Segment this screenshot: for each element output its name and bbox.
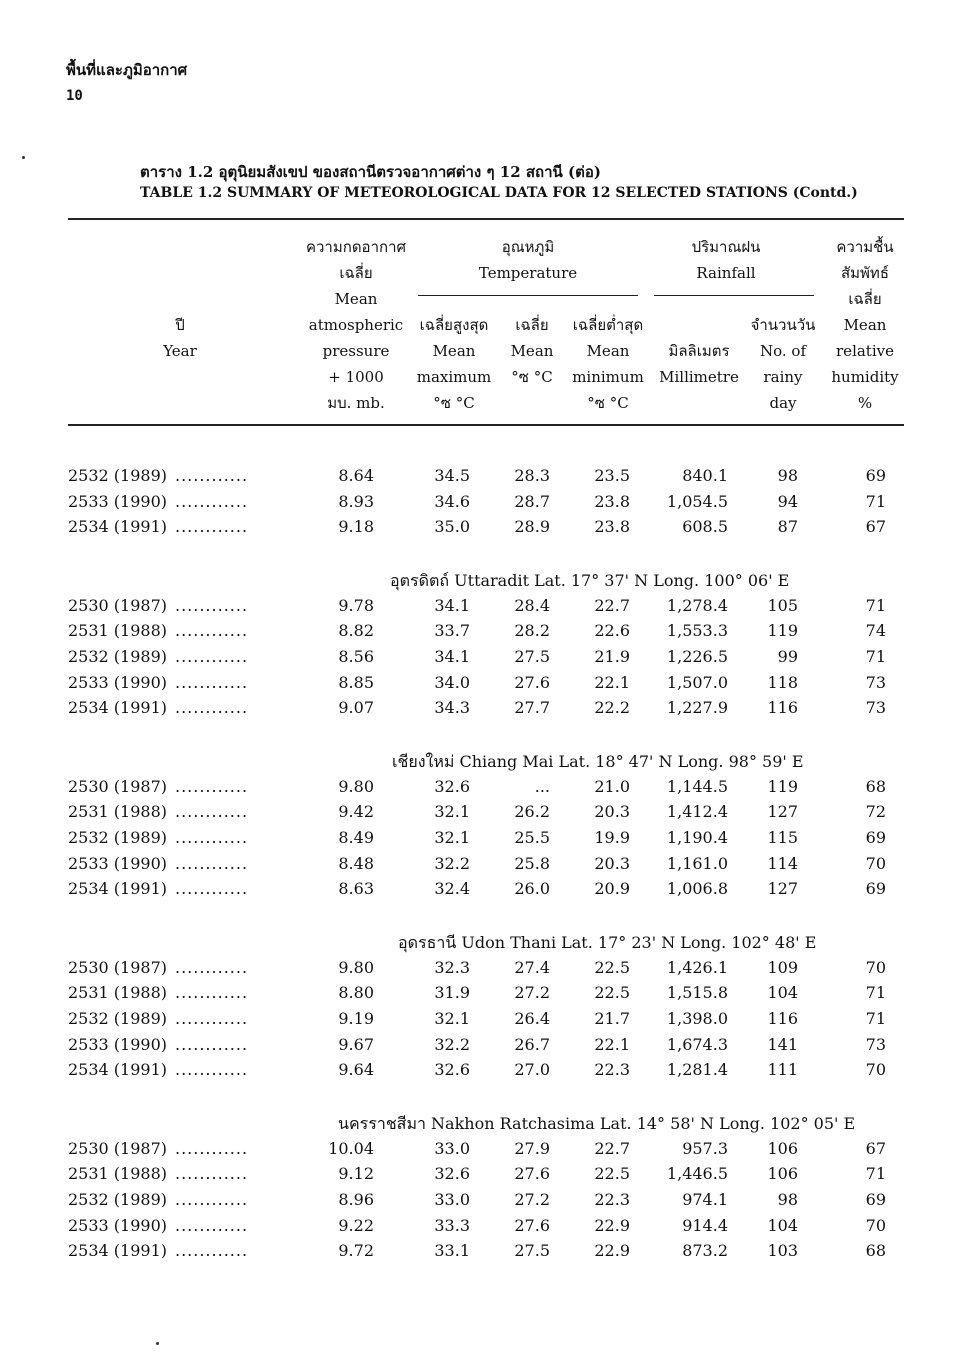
header-pressure-line: atmospheric — [308, 316, 404, 334]
header-millimetre — [648, 338, 750, 390]
leader-dots: ............ — [175, 1164, 249, 1184]
cell-year: 2534 (1991) — [68, 698, 168, 718]
cell-mn: 27.5 — [514, 1241, 550, 1261]
table-row — [0, 983, 966, 1009]
leader-dots: ............ — [175, 1215, 249, 1235]
table-row — [0, 1241, 966, 1267]
scan-speck — [22, 156, 25, 159]
cell-mi: 23.5 — [594, 466, 630, 485]
cell-p: 8.80 — [338, 983, 374, 1003]
cell-rf: 1,412.4 — [666, 802, 728, 822]
cell-p: 10.04 — [328, 1138, 374, 1158]
cell-mx: 32.2 — [434, 853, 470, 873]
cell-mi: 20.3 — [594, 802, 630, 822]
header-mean-temp-line: เฉลี่ย — [515, 316, 549, 334]
cell-hu: 70 — [865, 957, 886, 977]
cell-p: 9.78 — [338, 595, 374, 615]
cell-hu: 70 — [865, 853, 886, 873]
header-mean-min — [566, 312, 650, 416]
cell-rd: 87 — [777, 517, 798, 537]
page-number: 10 — [66, 88, 83, 104]
header-rainy-days-line: day — [769, 394, 797, 412]
cell-mi: 22.5 — [594, 1164, 630, 1184]
table-row — [0, 828, 966, 854]
cell-year: 2533 (1990) — [68, 672, 168, 692]
table-title-thai: ตาราง 1.2 อุตุนิยมสังเขป ของสถานีตรวจอากาศต่าง ๆ 12 สถานี (ต่อ) — [140, 163, 601, 181]
cell-hu: 73 — [865, 1034, 886, 1054]
section-header: พื้นที่และภูมิอากาศ — [66, 61, 188, 79]
header-humidity-line: Mean — [843, 316, 887, 334]
cell-rf: 914.4 — [682, 1215, 728, 1235]
leader-dots: ............ — [175, 957, 249, 977]
header-temperature — [430, 234, 626, 286]
header-mean-min-line: Mean — [586, 342, 630, 360]
cell-year: 2532 (1989) — [68, 1009, 168, 1028]
cell-rf: 1,426.1 — [666, 957, 728, 977]
table-row — [0, 698, 966, 724]
cell-rf: 1,507.0 — [666, 672, 728, 692]
table-title-english: TABLE 1.2 SUMMARY OF METEOROLOGICAL DATA FOR 12 SELECTED STATIONS (Contd.) — [140, 185, 858, 201]
cell-mn: 26.7 — [514, 1034, 550, 1054]
cell-mi: 19.9 — [594, 828, 630, 847]
cell-p: 9.07 — [338, 698, 374, 718]
header-rainy-days-line: จำนวนวัน — [750, 316, 816, 334]
table-row — [0, 1035, 966, 1061]
table-row — [0, 492, 966, 518]
cell-hu: 73 — [865, 672, 886, 692]
cell-year: 2533 (1990) — [68, 1215, 168, 1235]
leader-dots: ............ — [175, 879, 249, 899]
table-row — [0, 673, 966, 699]
cell-rd: 119 — [767, 621, 798, 641]
header-rainy-days-line: No. of — [759, 342, 806, 360]
cell-mn: 28.7 — [514, 491, 550, 511]
station-heading: เชียงใหม่ Chiang Mai Lat. 18° 47' N Long. 98° 59' E — [392, 751, 804, 771]
cell-mn: 26.0 — [514, 879, 550, 899]
leader-dots: ............ — [175, 1060, 249, 1080]
cell-mi: 22.9 — [594, 1215, 630, 1235]
leader-dots: ............ — [175, 517, 249, 537]
cell-hu: 71 — [865, 983, 886, 1003]
cell-mx: 35.0 — [434, 517, 470, 537]
cell-mn: 27.6 — [514, 672, 550, 692]
cell-p: 9.19 — [338, 1009, 374, 1028]
rainfall-subrule — [654, 295, 814, 296]
header-humidity-line: สัมพัทธ์ — [841, 264, 889, 282]
cell-year: 2534 (1991) — [68, 879, 168, 899]
cell-hu: 73 — [865, 698, 886, 718]
cell-year: 2532 (1989) — [68, 647, 168, 666]
cell-mn: 27.0 — [514, 1060, 550, 1080]
cell-rf: 608.5 — [682, 517, 728, 537]
cell-mx: 32.6 — [434, 1060, 470, 1080]
header-pressure-line: มบ. mb. — [327, 394, 385, 412]
cell-mn: 27.7 — [514, 698, 550, 718]
cell-p: 8.85 — [338, 672, 374, 692]
header-rainy-days — [746, 312, 820, 416]
cell-mn: 27.6 — [514, 1215, 550, 1235]
cell-mx: 32.1 — [434, 802, 470, 822]
table-row — [0, 879, 966, 905]
cell-mx: 32.1 — [434, 828, 470, 847]
cell-mi: 22.7 — [594, 1138, 630, 1158]
table-row — [0, 1139, 966, 1165]
cell-rd: 106 — [767, 1138, 798, 1158]
cell-mn: 27.9 — [514, 1138, 550, 1158]
cell-rd: 127 — [767, 802, 798, 822]
cell-hu: 72 — [865, 802, 886, 822]
cell-hu: 67 — [865, 1138, 886, 1158]
cell-p: 9.64 — [338, 1060, 374, 1080]
header-mean-temp-line: Mean — [510, 342, 554, 360]
cell-mn: 27.2 — [514, 983, 550, 1003]
cell-rd: 111 — [767, 1060, 798, 1080]
cell-p: 8.82 — [338, 621, 374, 641]
leader-dots: ............ — [175, 1190, 249, 1209]
cell-year: 2530 (1987) — [68, 957, 168, 977]
cell-p: 8.49 — [338, 828, 374, 847]
cell-rd: 116 — [767, 1009, 798, 1028]
cell-mi: 20.3 — [594, 853, 630, 873]
table-row — [0, 854, 966, 880]
leader-dots: ............ — [175, 698, 249, 718]
cell-mx: 33.1 — [434, 1241, 470, 1261]
cell-mn: 28.9 — [514, 517, 550, 537]
cell-rf: 1,144.5 — [666, 776, 728, 796]
cell-mx: 34.1 — [434, 647, 470, 666]
cell-hu: 68 — [865, 776, 886, 796]
cell-rf: 974.1 — [682, 1190, 728, 1209]
table-row — [0, 1009, 966, 1035]
temperature-subrule — [418, 295, 638, 296]
cell-year: 2531 (1988) — [68, 621, 168, 641]
cell-rf: 1,054.5 — [666, 491, 728, 511]
cell-rf: 1,398.0 — [666, 1009, 728, 1028]
cell-mx: 32.1 — [434, 1009, 470, 1028]
header-mean-temp — [504, 312, 560, 390]
table-row — [0, 958, 966, 984]
cell-rd: 104 — [767, 983, 798, 1003]
header-humidity-line: humidity — [831, 368, 899, 386]
cell-rf: 1,281.4 — [666, 1060, 728, 1080]
header-humidity-line: % — [857, 394, 873, 412]
cell-hu: 71 — [865, 1164, 886, 1184]
leader-dots: ............ — [175, 853, 249, 873]
cell-p: 9.72 — [338, 1241, 374, 1261]
header-pressure-line: Mean — [334, 290, 378, 308]
cell-mn: 27.4 — [514, 957, 550, 977]
header-temperature-line: อุณหภูมิ — [501, 238, 555, 256]
cell-rf: 1,227.9 — [666, 698, 728, 718]
table-row — [0, 621, 966, 647]
header-pressure — [298, 234, 414, 416]
header-pressure-line: pressure — [322, 342, 390, 360]
cell-mx: 34.0 — [434, 672, 470, 692]
leader-dots: ............ — [175, 983, 249, 1003]
station-heading: อุตรดิตถ์ Uttaradit Lat. 17° 37' N Long. 100° 06' E — [390, 570, 790, 590]
cell-mi: 22.7 — [594, 595, 630, 615]
cell-mn: 26.4 — [514, 1009, 550, 1028]
header-mean-max-line: maximum — [416, 368, 492, 386]
cell-rf: 1,674.3 — [666, 1034, 728, 1054]
cell-hu: 70 — [865, 1060, 886, 1080]
header-year — [130, 312, 230, 364]
header-humidity — [822, 234, 908, 416]
cell-year: 2534 (1991) — [68, 517, 168, 537]
cell-p: 9.80 — [338, 957, 374, 977]
cell-year: 2534 (1991) — [68, 1060, 168, 1080]
leader-dots: ............ — [175, 776, 249, 796]
cell-rd: 115 — [767, 828, 798, 847]
table-row — [0, 517, 966, 543]
table-row — [0, 647, 966, 673]
cell-mx: 32.2 — [434, 1034, 470, 1054]
cell-year: 2531 (1988) — [68, 802, 168, 822]
cell-mn: 27.2 — [514, 1190, 550, 1209]
table-row — [0, 596, 966, 622]
cell-mx: 34.5 — [434, 466, 470, 485]
header-rainfall-line: ปริมาณฝน — [691, 238, 761, 256]
header-humidity-line: ความชื้น — [836, 238, 894, 256]
cell-mi: 22.1 — [594, 1034, 630, 1054]
cell-rd: 98 — [777, 1190, 798, 1209]
header-mean-min-line: minimum — [572, 368, 644, 386]
header-bottom-rule — [68, 424, 904, 426]
header-mean-temp-line: °ซ °C — [511, 368, 553, 386]
leader-dots: ............ — [175, 1034, 249, 1054]
cell-mx: 33.3 — [434, 1215, 470, 1235]
cell-mn: 26.2 — [514, 802, 550, 822]
cell-rf: 1,515.8 — [666, 983, 728, 1003]
header-mean-max-line: Mean — [432, 342, 476, 360]
cell-rf: 1,553.3 — [666, 621, 728, 641]
cell-mx: 34.6 — [434, 491, 470, 511]
cell-hu: 69 — [865, 1190, 886, 1209]
leader-dots: ............ — [175, 672, 249, 692]
cell-mi: 22.1 — [594, 672, 630, 692]
cell-year: 2531 (1988) — [68, 983, 168, 1003]
cell-mi: 21.9 — [594, 647, 630, 666]
header-mean-min-line: °ซ °C — [587, 394, 629, 412]
header-rainy-days-line: rainy — [763, 368, 803, 386]
cell-rf: 1,161.0 — [666, 853, 728, 873]
cell-hu: 71 — [865, 491, 886, 511]
cell-rd: 98 — [777, 466, 798, 485]
table-row — [0, 777, 966, 803]
cell-mx: 32.3 — [434, 957, 470, 977]
cell-mi: 21.0 — [594, 776, 630, 796]
cell-p: 9.22 — [338, 1215, 374, 1235]
cell-mn: ... — [534, 776, 550, 796]
cell-hu: 74 — [865, 621, 886, 641]
cell-mx: 33.0 — [434, 1190, 470, 1209]
leader-dots: ............ — [175, 466, 249, 485]
header-millimetre-line: Millimetre — [659, 368, 739, 386]
cell-mx: 34.1 — [434, 595, 470, 615]
table-row — [0, 802, 966, 828]
header-mean-max-line: °ซ °C — [433, 394, 475, 412]
cell-rf: 873.2 — [682, 1241, 728, 1261]
cell-hu: 69 — [865, 828, 886, 847]
cell-mx: 32.6 — [434, 1164, 470, 1184]
header-pressure-line: เฉลี่ย — [339, 264, 373, 282]
cell-p: 9.67 — [338, 1034, 374, 1054]
cell-hu: 71 — [865, 1009, 886, 1028]
cell-year: 2533 (1990) — [68, 491, 168, 511]
leader-dots: ............ — [175, 828, 249, 847]
table-row — [0, 1190, 966, 1216]
cell-p: 9.12 — [338, 1164, 374, 1184]
cell-year: 2532 (1989) — [68, 466, 168, 485]
table-row — [0, 1164, 966, 1190]
cell-year: 2530 (1987) — [68, 595, 168, 615]
station-heading: อุดรธานี Udon Thani Lat. 17° 23' N Long. 102° 48' E — [398, 932, 817, 952]
cell-year: 2533 (1990) — [68, 1034, 168, 1054]
cell-hu: 69 — [865, 466, 886, 485]
leader-dots: ............ — [175, 1138, 249, 1158]
cell-mx: 32.6 — [434, 776, 470, 796]
table-row — [0, 1060, 966, 1086]
cell-mi: 22.9 — [594, 1241, 630, 1261]
cell-rd: 119 — [767, 776, 798, 796]
cell-hu: 67 — [865, 517, 886, 537]
cell-p: 9.18 — [338, 517, 374, 537]
header-millimetre-line: มิลลิเมตร — [668, 342, 730, 360]
cell-p: 9.80 — [338, 776, 374, 796]
cell-hu: 71 — [865, 647, 886, 666]
cell-rd: 104 — [767, 1215, 798, 1235]
cell-mn: 28.4 — [514, 595, 550, 615]
cell-p: 8.63 — [338, 879, 374, 899]
cell-rf: 1,226.5 — [666, 647, 728, 666]
header-year-line: Year — [163, 342, 197, 360]
leader-dots: ............ — [175, 491, 249, 511]
cell-rf: 1,446.5 — [666, 1164, 728, 1184]
cell-mi: 22.5 — [594, 983, 630, 1003]
leader-dots: ............ — [175, 1241, 249, 1261]
header-rainfall-line: Rainfall — [696, 264, 756, 282]
cell-rf: 840.1 — [682, 466, 728, 485]
cell-year: 2531 (1988) — [68, 1164, 168, 1184]
table-row — [0, 466, 966, 492]
leader-dots: ............ — [175, 802, 249, 822]
cell-mi: 23.8 — [594, 517, 630, 537]
cell-year: 2532 (1989) — [68, 1190, 168, 1209]
cell-mn: 28.3 — [514, 466, 550, 485]
header-humidity-line: relative — [836, 342, 894, 360]
leader-dots: ............ — [175, 1009, 249, 1028]
cell-mi: 22.3 — [594, 1060, 630, 1080]
cell-rd: 105 — [767, 595, 798, 615]
cell-mx: 34.3 — [434, 698, 470, 718]
cell-mn: 27.5 — [514, 647, 550, 666]
cell-mi: 22.3 — [594, 1190, 630, 1209]
header-temperature-line: Temperature — [478, 264, 578, 282]
cell-p: 8.56 — [338, 647, 374, 666]
header-mean-max — [412, 312, 496, 416]
cell-mx: 33.0 — [434, 1138, 470, 1158]
cell-year: 2530 (1987) — [68, 1138, 168, 1158]
cell-mn: 25.8 — [514, 853, 550, 873]
header-pressure-line: ความกดอากาศ — [305, 238, 407, 256]
cell-rf: 957.3 — [682, 1138, 728, 1158]
cell-year: 2533 (1990) — [68, 853, 168, 873]
cell-rd: 99 — [777, 647, 798, 666]
cell-hu: 70 — [865, 1215, 886, 1235]
cell-mn: 28.2 — [514, 621, 550, 641]
cell-hu: 71 — [865, 595, 886, 615]
cell-mi: 22.2 — [594, 698, 630, 718]
cell-mx: 31.9 — [434, 983, 470, 1003]
cell-rf: 1,278.4 — [666, 595, 728, 615]
cell-mi: 21.7 — [594, 1009, 630, 1028]
cell-p: 8.48 — [338, 853, 374, 873]
cell-rd: 109 — [767, 957, 798, 977]
leader-dots: ............ — [175, 647, 249, 666]
scan-speck — [156, 1342, 159, 1345]
leader-dots: ............ — [175, 595, 249, 615]
table-row — [0, 1216, 966, 1242]
cell-mi: 23.8 — [594, 491, 630, 511]
cell-year: 2532 (1989) — [68, 828, 168, 847]
cell-p: 8.96 — [338, 1190, 374, 1209]
cell-year: 2530 (1987) — [68, 776, 168, 796]
cell-mx: 33.7 — [434, 621, 470, 641]
cell-rd: 118 — [767, 672, 798, 692]
cell-hu: 69 — [865, 879, 886, 899]
cell-rf: 1,006.8 — [666, 879, 728, 899]
cell-rd: 106 — [767, 1164, 798, 1184]
cell-rd: 141 — [767, 1034, 798, 1054]
cell-mx: 32.4 — [434, 879, 470, 899]
cell-rd: 94 — [777, 491, 798, 511]
header-pressure-line: + 1000 — [328, 368, 384, 386]
cell-mn: 27.6 — [514, 1164, 550, 1184]
cell-mi: 20.9 — [594, 879, 630, 899]
cell-mi: 22.6 — [594, 621, 630, 641]
cell-hu: 68 — [865, 1241, 886, 1261]
leader-dots: ............ — [175, 621, 249, 641]
header-rainfall — [664, 234, 788, 286]
cell-mn: 25.5 — [514, 828, 550, 847]
header-mean-min-line: เฉลี่ยต่ำสุด — [572, 316, 644, 334]
station-heading: นครราชสีมา Nakhon Ratchasima Lat. 14° 58' N Long. 102° 05' E — [338, 1113, 856, 1133]
cell-rd: 116 — [767, 698, 798, 718]
cell-year: 2534 (1991) — [68, 1241, 168, 1261]
cell-rd: 114 — [767, 853, 798, 873]
header-mean-max-line: เฉลี่ยสูงสุด — [419, 316, 489, 334]
header-humidity-line: เฉลี่ย — [848, 290, 882, 308]
cell-p: 8.64 — [338, 466, 374, 485]
cell-rd: 127 — [767, 879, 798, 899]
cell-p: 9.42 — [338, 802, 374, 822]
cell-rf: 1,190.4 — [666, 828, 728, 847]
cell-mi: 22.5 — [594, 957, 630, 977]
cell-p: 8.93 — [338, 491, 374, 511]
cell-rd: 103 — [767, 1241, 798, 1261]
header-year-line: ปี — [175, 316, 185, 334]
table-top-rule — [68, 218, 904, 220]
